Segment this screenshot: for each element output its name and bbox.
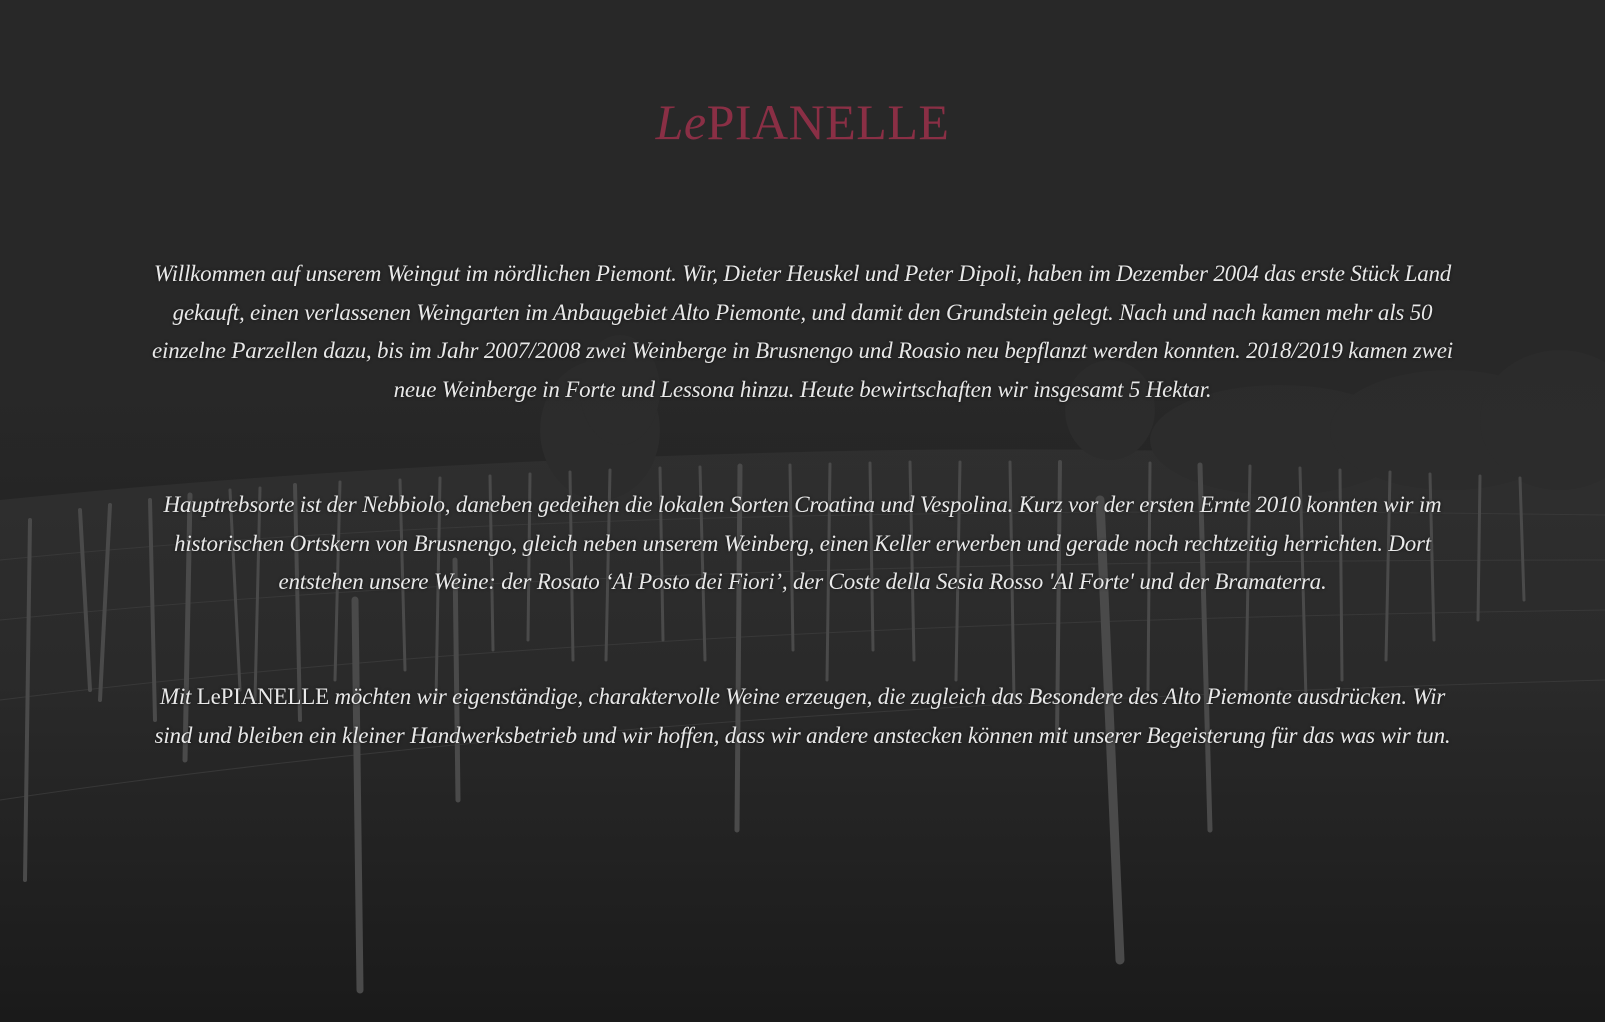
brand-logo-name: PIANELLE	[706, 94, 950, 150]
inline-brand-prefix: Le	[196, 684, 221, 709]
philosophy-paragraph	[150, 678, 1455, 755]
inline-brand-suffix: PIANELLE	[220, 684, 329, 709]
brand-logo[interactable]	[0, 92, 1605, 152]
philosophy-text-end: möchten wir eigenständige, charaktervolle Weine erzeugen, die zugleich das Besondere des Alto Piemonte ausdrücken. Wir sind und bleiben ein kleiner Handwerksbetrieb und wir hoffen, dass wir andere anstecken können mit unserer Begeisterung für das was wir tun.	[154, 684, 1451, 748]
brand-logo-prefix: Le	[655, 94, 707, 150]
philosophy-text-start: Mit	[159, 684, 197, 709]
inline-brand-name	[197, 684, 329, 709]
intro-paragraph: Willkommen auf unserem Weingut im nördlichen Piemont. Wir, Dieter Heuskel und Peter Dipoli, haben im Dezember 2004 das erste Stück Land gekauft, einen verlassenen Weingarten im Anbaugebiet Alto Piemonte, und damit den Grundstein gelegt. Nach und nach kamen mehr als 50 einzelne Parzellen dazu, bis im Jahr 2007/2008 zwei Weinberge in Brusnengo und Roasio neu bepflanzt werden konnten. 2018/2019 kamen zwei neue Weinberge in Forte und Lessona hinzu. Heute bewirtschaften wir insgesamt 5 Hektar.	[152, 261, 1453, 402]
grape-varieties-paragraph: Hauptrebsorte ist der Nebbiolo, daneben gedeihen die lokalen Sorten Croatina und Vespolina. Kurz vor der ersten Ernte 2010 konnten wir im historischen Ortskern von Brusnengo, gleich neben unserem Weinberg, einen Keller erwerben und gerade noch rechtzeitig herrichten. Dort entstehen unsere Weine: der Rosato ‘Al Posto dei Fiori’, der Coste della Sesia Rosso 'Al Forte' und der Bramaterra.	[163, 492, 1442, 594]
